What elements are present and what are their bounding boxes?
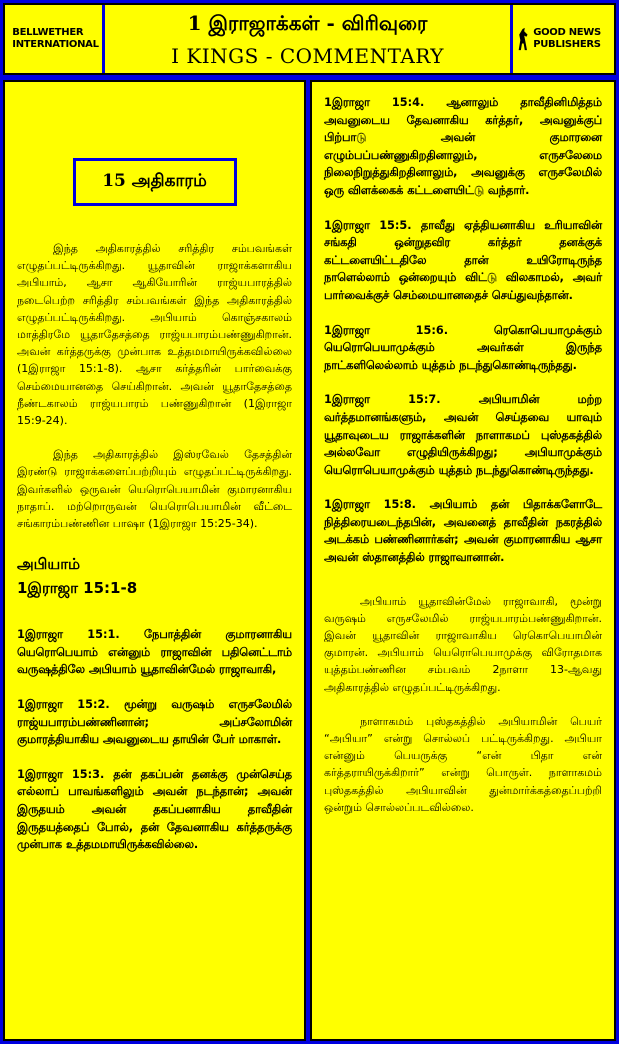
commentary-paragraph-1-text: அபியாம் யூதாவின்மேல் ராஜாவாகி, மூன்று வருஷம் எருசலேமில் ராஜ்யபாரம்பண்ணுகிறான். இவன் யூதாவின் ராஜாவாகிய ரெகொபெயாமின் குமாரன். அபியாம் யெரொபெயாமுக்கு விரோதமாக யுத்தம்பண்ணின சம்பவம் 2நாளா 13-ஆவது அதிகாரத்தில் எழுதப்பட்டிருக்கிறது. [324, 594, 602, 694]
page-header [3, 3, 616, 75]
right-column [310, 80, 616, 1041]
commentary-paragraph-2 [324, 713, 602, 816]
good-news-horse-logo-icon [517, 17, 529, 61]
verse-15-8: 1இராஜா 15:8. அபியாம் தன் பிதாக்களோடே நித்திரையடைந்தபின், அவனைத் தாவீதின் நகரத்தில் அடக்கம் பண்ணினார்கள்; அவன் குமாரனாகிய ஆசா அவன் ஸ்தானத்தில் ராஜாவானான். [324, 498, 602, 565]
title-english: I KINGS - COMMENTARY [171, 43, 444, 68]
good-news-logo [510, 5, 614, 73]
section-reference: 1இராஜா 15:1-8 [17, 579, 138, 598]
verse-15-1: 1இராஜா 15:1. நேபாத்தின் குமாரனாகிய யெரொபெயாம் என்னும் ராஜாவின் பதினெட்டாம் வருஷத்திலே அபியாம் யூதாவின்மேல் ராஜாவாகி, [17, 628, 292, 677]
intro-paragraph-1-text: இந்த அதிகாரத்தில் சரித்திர சம்பவங்கள் எழுதப்பட்டிருக்கிறது. யூதாவின் ராஜாக்களாகிய அபியாம், ஆசா ஆகியோரின் ராஜ்யபாரத்தில் நடைபெற்ற சரித்திர சம்பவங்கள் இந்த அதிகாரத்தில் எழுதப்பட்டிருக்கிறது. அபியாம் கொஞ்சகாலம் மாத்திரமே யூதாதேசத்தை ராஜ்யபாரம்பண்ணுகிறான். அவன் கர்த்தருக்கு முன்பாக உத்தமமாயிருக்கவில்லை (1இராஜா 15:1-8). ஆசா கர்த்தரின் பார்வைக்கு செம்மையானதை செய்கிறான். அவன் யூதாதேசத்தை நீண்டகாலம் ராஜ்யபாரம் பண்ணுகிறான் (1இராஜா 15:9-24). [17, 242, 292, 428]
chapter-title: 15 அதிகாரம் [73, 158, 237, 206]
left-logo-text: BELLWETHER INTERNATIONAL [12, 27, 99, 50]
verse-15-5: 1இராஜா 15:5. தாவீது ஏத்தியனாகிய உரியாவின் சங்கதி ஒன்றுதவிர கர்த்தர் தனக்குக் கட்டளையிட்டதிலே தான் உயிரோடிருந்த நாளெல்லாம் ஒன்றையும் விட்டு விலகாமல், அவர் பார்வைக்குச் செம்மையானதைச் செய்துவந்தான். [324, 218, 602, 302]
right-logo-text: GOOD NEWS PUBLISHERS [533, 27, 601, 50]
intro-paragraph-2 [17, 446, 292, 532]
intro-paragraph-2-text: இந்த அதிகாரத்தில் இஸ்ரவேல் தேசத்தின் இரண்டு ராஜாக்களைப்பற்றியும் எழுதப்பட்டிருக்கிறது. இவர்களில் ஒருவன் யெரொபெயாமின் குமாரனாகிய நாதாப். மற்றொருவன் யெரொபெயாமின் வீட்டை சங்காரம்பண்ணின பாஷா (1இராஜா 15:25-34). [17, 448, 292, 531]
verse-15-6: 1இராஜா 15:6. ரெகொபெயாமுக்கும் யெரொபெயாமுக்கும் அவர்கள் இருந்த நாட்களிலெல்லாம் யுத்தம் நடந்துகொண்டிருந்தது. [324, 323, 602, 372]
bellwether-logo [5, 5, 105, 73]
title-tamil: 1 இராஜாக்கள் - விரிவுரை [187, 10, 428, 35]
verse-15-3: 1இராஜா 15:3. தன் தகப்பன் தனக்கு முன்செய்த எல்லாப் பாவங்களிலும் அவன் நடந்தான்; அவன் இருதயம் அவன் தகப்பனாகிய தாவீதின் இருதயத்தைப் போல், தன் தேவனாகிய கர்த்தருக்கு முன்பாக உத்தமமாயிருக்கவில்லை. [17, 767, 292, 852]
verse-15-2: 1இராஜா 15:2. மூன்று வருஷம் எருசலேமில் ராஜ்யபாரம்பண்ணினான்; அப்சலோமின் குமாரத்தியாகிய அவனுடைய தாயின் பேர் மாகாள். [17, 698, 292, 747]
verse-15-4: 1இராஜா 15:4. ஆனாலும் தாவீதினிமித்தம் அவனுடைய தேவனாகிய கர்த்தர், அவனுக்குப் பிற்பாடு அவன் குமாரனை எழும்பப்பண்ணுகிறதினாலும், எருசலேமை நிலைநிறுத்துகிறதினாலும், அவனுக்கு எருசலேமில் ஒரு விளக்கைக் கட்டளையிட்டு வந்தார். [324, 96, 602, 197]
intro-paragraph-1 [17, 240, 292, 429]
left-column [3, 80, 306, 1041]
verse-15-7: 1இராஜா 15:7. அபியாமின் மற்ற வர்த்தமானங்களும், அவன் செய்தவை யாவும் யூதாவுடைய ராஜாக்களின் நாளாகமப் புஸ்தகத்தில் அல்லவோ எழுதியிருக்கிறது; அபியாமுக்கும் யெரொபெயாமுக்கும் யுத்தம் நடந்துகொண்டிருந்தது. [324, 393, 602, 477]
commentary-paragraph-2-text: நாளாகமம் புஸ்தகத்தில் அபியாமின் பெயர் “அபியா” என்று சொல்லப் பட்டிருக்கிறது. அபியா என்னும் பெயருக்கு “என் பிதா என் கர்த்தராயிருக்கிறார்” என்று பொருள். நாளாகமம் புஸ்தகத்தில் அபியாவின் துன்மார்க்கத்தைப்பற்றி ஒன்றும் சொல்லப்படவில்லை. [324, 714, 602, 814]
section-title: அபியாம் [17, 555, 81, 574]
header-title [105, 5, 510, 73]
commentary-paragraph-1 [324, 593, 602, 696]
